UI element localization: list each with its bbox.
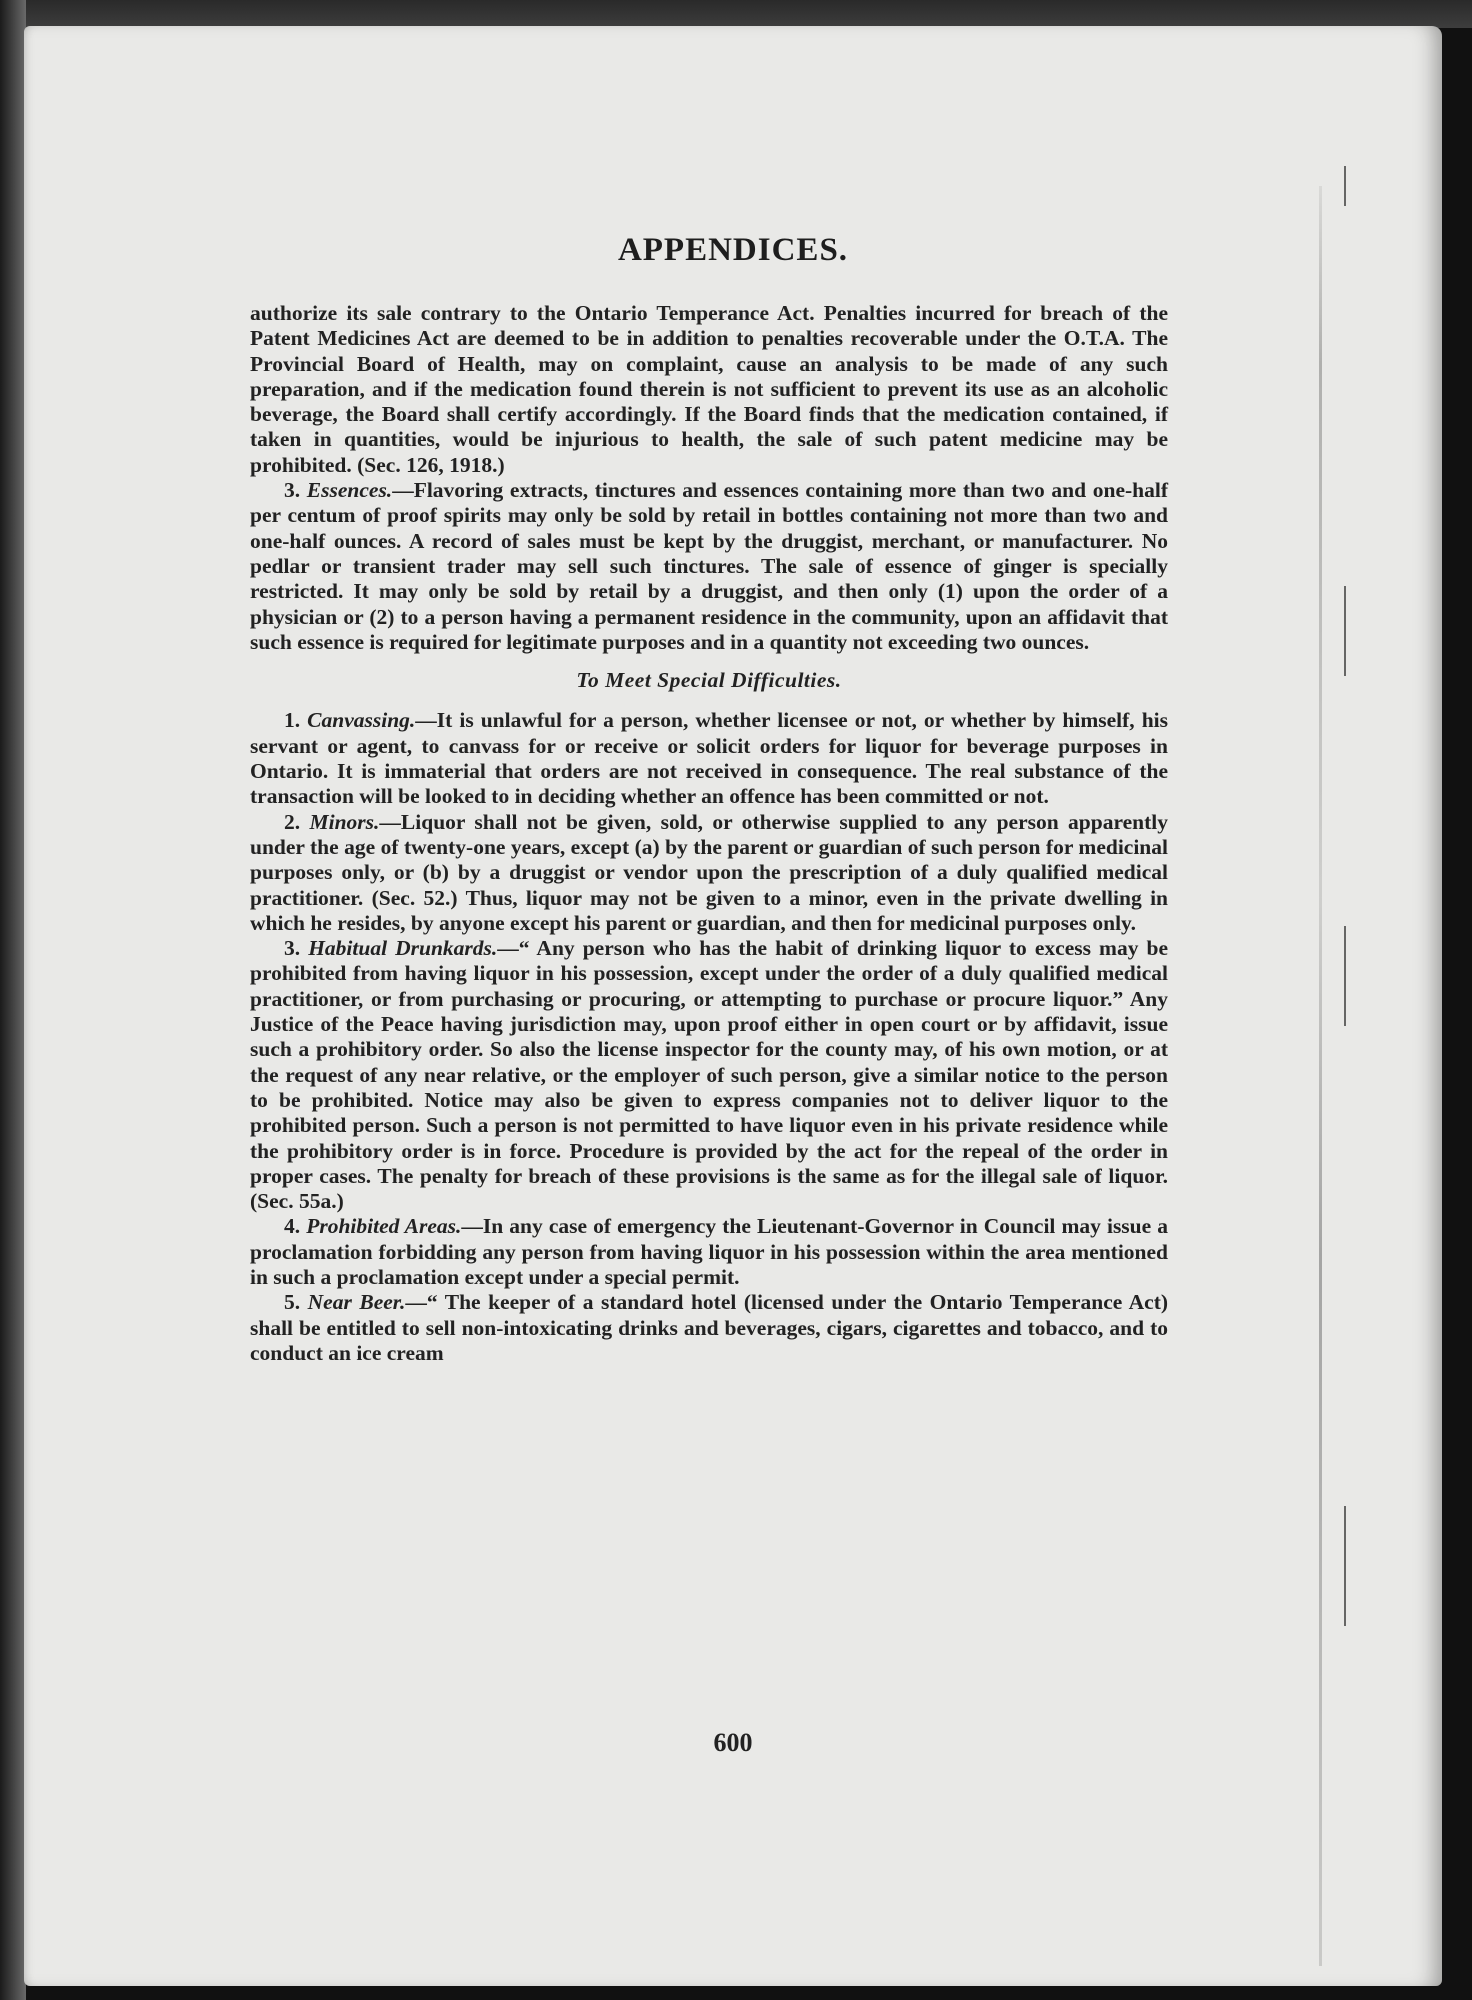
margin-mark: [1344, 166, 1346, 206]
paragraph-number: 5.: [284, 1290, 301, 1315]
margin-mark: [1344, 1506, 1346, 1626]
paragraph-number: 4.: [284, 1214, 301, 1239]
book-binding-edge: [0, 0, 26, 2000]
paragraph-term: Prohibited Areas.: [306, 1214, 462, 1239]
paragraph-body: —In any case of emergency the Lieutenant-Governor in Council may issue a proclamation forbidding any person from having liquor in his possession within the area mentioned in such a proclamation except under a special permit.: [250, 1214, 1168, 1289]
margin-mark: [1344, 926, 1346, 1026]
margin-mark: [1344, 586, 1346, 676]
near-beer-paragraph: [250, 1290, 1168, 1366]
section-heading: To Meet Special Difficulties.: [576, 668, 842, 693]
essences-paragraph: [250, 478, 1168, 655]
paragraph-number: 2.: [284, 809, 301, 834]
scan-top-edge: [0, 0, 1472, 28]
intro-paragraph: authorize its sale contrary to the Ontario Temperance Act. Penalties incurred for breach of the Patent Medicines Act are deemed to be in addition to penalties recoverable under the O.T.A. The Provincial Board of Health, may on complaint, cause an analysis to be made of any such preparation, and if the medication found therein is not sufficient to prevent its use as an alcoholic beverage, the Board shall certify accordingly. If the Board finds that the medication contained, if taken in quantities, would be injurious to health, the sale of such patent medicine may be prohibited. (Sec. 126, 1918.): [250, 301, 1168, 477]
habitual-drunkards-paragraph: [250, 936, 1168, 1214]
paragraph-number: 3.: [284, 478, 301, 503]
paragraph-body: —It is unlawful for a person, whether licensee or not, or whether by himself, his servant or agent, to canvass for or receive or solicit orders for liquor for beverage purposes in Ontario. It is immaterial that orders are not received in consequence. The real substance of the transaction will be looked to in deciding whether an offence has been committed or not.: [250, 708, 1168, 809]
paragraph-body: —Liquor shall not be given, sold, or otherwise supplied to any person apparently under the age of twenty-one years, except (a) by the parent or guardian of such person for medicinal purposes only, or (b) by a druggist or vendor upon the prescription of a duly qualified medical practitioner. (Sec. 52.) Thus, liquor may not be given to a minor, even in the private dwelling in which he resides, by anyone except his parent or guardian, and then for medicinal purposes only.: [250, 809, 1169, 935]
page-number: 600: [713, 1728, 753, 1757]
paragraph-term: Canvassing.: [307, 708, 416, 733]
page-header: APPENDICES.: [617, 232, 849, 268]
paragraph-term: Minors.: [309, 809, 380, 834]
canvassing-paragraph: [250, 708, 1168, 809]
body-text: [250, 301, 1168, 1366]
paragraph-number: 1.: [284, 708, 301, 733]
page-fold-shadow: [1319, 186, 1322, 1966]
paragraph-body: —“ Any person who has the habit of drinking liquor to excess may be prohibited from having liquor in his possession, except under the order of a duly qualified medical practitioner, or from purchasing or procuring, or attempting to purchase or procure liquor.” Any Justice of the Peace having jurisdiction may, upon proof either in open court or by affidavit, issue such a prohibitory order. So also the license inspector for the county may, of his own motion, or at the request of any near relative, or the employer of such person, give a similar notice to the person to be prohibited. Notice may also be given to express companies not to deliver liquor to the prohibited person. Such a person is not permitted to have liquor even in his private residence while the prohibitory order is in force. Procedure is provided by the act for the repeal of the order in proper cases. The penalty for breach of these provisions is the same as for the illegal sale of liquor. (Sec. 55a.): [250, 936, 1169, 1214]
paragraph-body: —“ The keeper of a standard hotel (licensed under the Ontario Temperance Act) shall be entitled to sell non-intoxicating drinks and beverages, cigars, cigarettes and tobacco, and to conduct an ice cream: [250, 1290, 1169, 1365]
paragraph-term: Habitual Drunkards.: [308, 936, 498, 961]
prohibited-areas-paragraph: [250, 1214, 1168, 1290]
book-page: [24, 26, 1442, 1986]
paragraph-body: —Flavoring extracts, tinctures and essences containing more than two and one-half per centum of proof spirits may only be sold by retail in bottles containing not more than two and one-half ounces. A record of sales must be kept by the druggist, merchant, or manufacturer. No pedlar or transient trader may sell such tinctures. The sale of essence of ginger is specially restricted. It may only be sold by retail by a druggist, and then only (1) upon the order of a physician or (2) to a person having a permanent residence in the community, upon an affidavit that such essence is required for legitimate purposes and in a quantity not exceeding two ounces.: [250, 478, 1169, 654]
minors-paragraph: [250, 810, 1168, 936]
paragraph-number: 3.: [284, 936, 301, 961]
paragraph-term: Essences.: [306, 478, 393, 503]
paragraph-term: Near Beer.: [307, 1290, 406, 1315]
